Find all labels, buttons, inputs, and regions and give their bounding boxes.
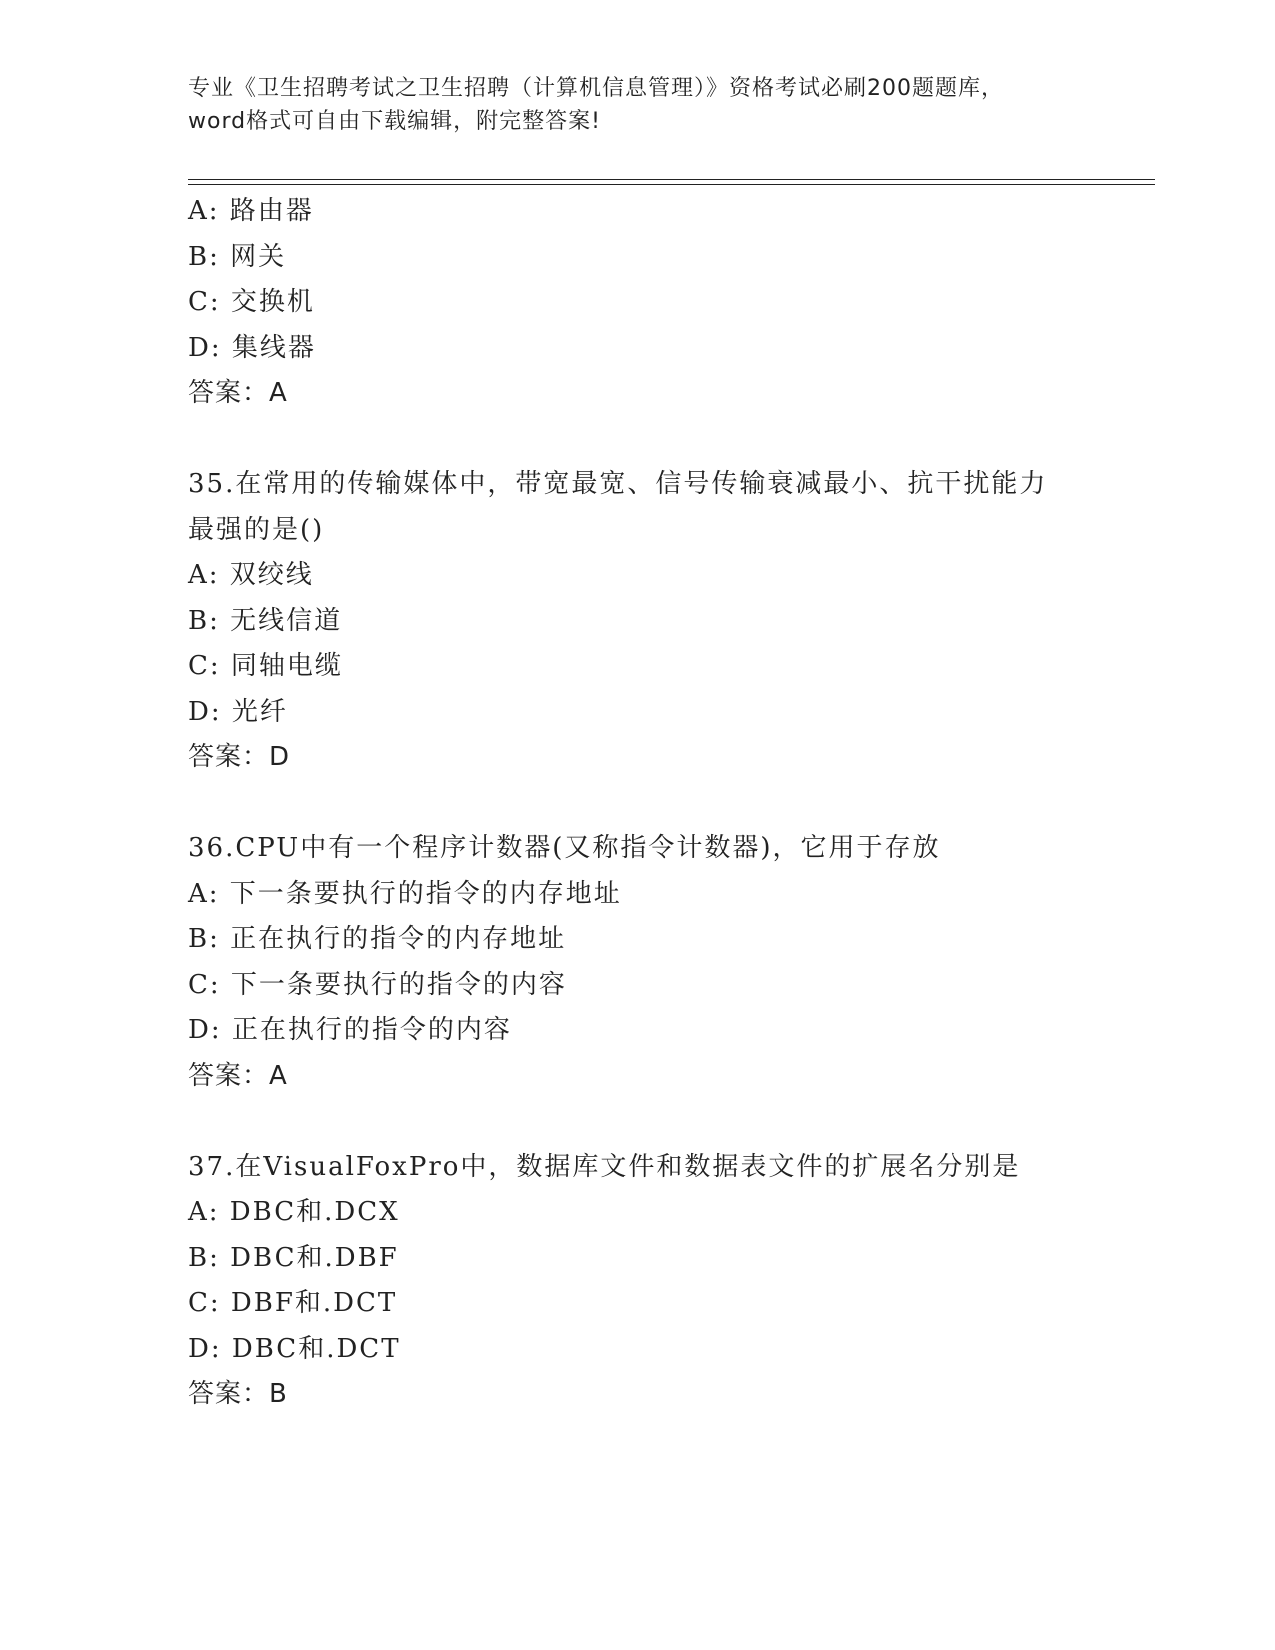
header-divider-bottom <box>188 184 1155 185</box>
option-c: C: 交换机 <box>188 287 315 317</box>
header-divider-top <box>188 179 1155 180</box>
question-block-35 <box>188 462 1148 781</box>
document-header <box>188 72 1088 138</box>
header-line-2: word格式可自由下载编辑，附完整答案! <box>188 109 601 134</box>
answer-line: 答案：A <box>188 1060 288 1091</box>
question-stem: 36.CPU中有一个程序计数器(又称指令计数器)，它用于存放 <box>188 833 941 863</box>
answer-line: 答案：B <box>188 1379 288 1409</box>
option-c: C: 下一条要执行的指令的内容 <box>188 969 567 1000</box>
option-a: A: DBC和.DCX <box>188 1197 400 1227</box>
question-stem-continued: 最强的是() <box>188 514 325 545</box>
question-block-36 <box>188 826 1148 1099</box>
question-block-37 <box>188 1145 1148 1418</box>
answer-line: 答案：D <box>188 742 291 772</box>
option-a: A: 双绞线 <box>188 560 314 590</box>
option-d: D: 正在执行的指令的内容 <box>188 1015 512 1045</box>
question-block-partial <box>188 189 1148 417</box>
option-d: D: 光纤 <box>188 696 288 727</box>
option-d: D: 集线器 <box>188 332 316 363</box>
question-spacer <box>188 781 1148 827</box>
option-a: A: 下一条要执行的指令的内存地址 <box>188 878 622 909</box>
answer-line: 答案：A <box>188 378 288 408</box>
header-line-1: 专业《卫生招聘考试之卫生招聘（计算机信息管理）》资格考试必刷200题题库， <box>188 76 1004 101</box>
question-spacer <box>188 1099 1148 1145</box>
question-list <box>188 189 1148 1418</box>
question-stem: 35.在常用的传输媒体中，带宽最宽、信号传输衰减最小、抗干扰能力 <box>188 469 1048 499</box>
option-c: C: 同轴电缆 <box>188 651 343 681</box>
option-b: B: 网关 <box>188 241 287 272</box>
option-b: B: DBC和.DBF <box>188 1242 399 1273</box>
option-b: B: 无线信道 <box>188 605 343 636</box>
question-stem: 37.在VisualFoxPro中，数据库文件和数据表文件的扩展名分别是 <box>188 1151 1021 1182</box>
question-spacer <box>188 417 1148 463</box>
option-d: D: DBC和.DCT <box>188 1333 401 1364</box>
option-c: C: DBF和.DCT <box>188 1288 398 1318</box>
option-b: B: 正在执行的指令的内存地址 <box>188 924 567 954</box>
option-a: A: 路由器 <box>188 196 314 226</box>
